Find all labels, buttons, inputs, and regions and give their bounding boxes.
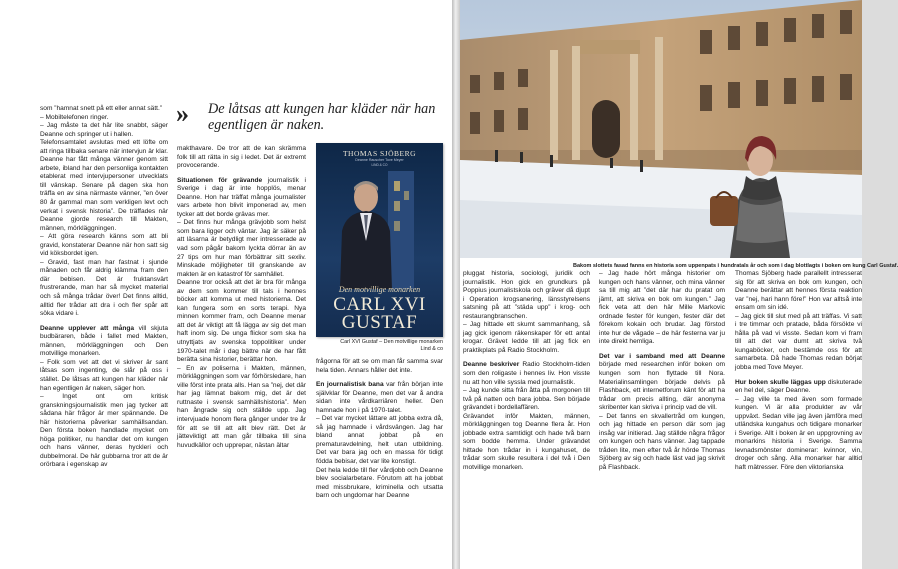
- paragraph: Deanne tror också att det är bra för många av dem som kommer till tals i hennes böcker att komma ut med historierna. Det kan fungera som en sorts terapi. Nya minnen kommer fram, och Deanne menar att det är viktigt att få lägga av sig det man haft inom sig. De unga flickor som ska ha utnyttjats av svenska toppolitiker under 1970-talet mår i dag bättre när de har fått berätta sina historier, berättar hon.: [177, 279, 306, 364]
- paragraph: – Gravid, fast man har fastnat i sjunde månaden och får aldrig klämma fram den där bebisen. Det är fruktansvärt frustrerande, man har så mycket material och så många trådar över! Det finns alltid, alltid fler trådar att dra i och fler spår att söka vidare i.: [40, 258, 168, 318]
- book-credit: Deanne Rauscher Tove Meyer: [355, 158, 404, 162]
- paragraph-text: diskuterade en hel del, säger Deanne.: [735, 378, 862, 395]
- article-column-2: [177, 145, 306, 537]
- paragraph-text: Radio Stockholm-tiden som den roligaste i hennes liv. Hon visste nu att hon ville syssla med journalistik.: [463, 361, 590, 386]
- paragraph: – Jag ville ta med även som formade kungen. Vi är alla produkter av vår uppväxt. Sedan ville jag även jämföra med utländska kungahus och tidigare monarker i Sverige. Allt i boken är en uppgrovning av monarkins historia i Sverige. Samma levnadsmönster dominerar: kvinnor, vin, droger och sång. Alla monarker har alltid haft mätresser. Före den viktorianska: [735, 395, 862, 472]
- book-publisher: LIND & CO: [371, 163, 388, 167]
- pull-quote: De låtsas att kungen har kläder när han egentligen är naken.: [208, 101, 436, 133]
- paragraph: [316, 381, 443, 415]
- book-title-line-2: GUSTAF: [341, 312, 418, 333]
- page-gutter: [452, 0, 460, 569]
- paragraph: Telefonsamtalet avslutas med ett löfte om att ringa tillbaka senare när intervjun är klar. Deanne har fått många vänner genom sitt arbete, ibland har den personliga kontakten etablerat med intervjupersoner utvecklats till vänskap. Senare på dagen ska hon träffa en av sina närmaste vänner, ”en över 80 år gammal man som verkligen levt och verkat i svensk historia”. De träffades när Deanne gjorde research till Makten, männen, mörkläggningen.: [40, 139, 168, 232]
- paragraph-lead-in: En journalistisk bana: [316, 381, 384, 389]
- paragraph: – En av poliserna i Makten, männen, mörkläggningen som var förhörsledare, han ville först inte prata alls. Han sa ”nej, det där har jag lämnat bakom mig, det är det ruttnaste i svensk samhällshistoria”. Men han ångrade sig och ställde upp. Jag intervjuade honom flera gånger under tre år för att se till att allt blev rätt. Det är jätteviktigt att man går tillbaka till sina huvudkällor och upprepar, nästan ältar: [177, 364, 306, 449]
- book-caption-title: Carl XVI Gustaf – Den motvillige monarken: [340, 339, 443, 345]
- paragraph: – Jag hade hört många historier om kungen och hans vänner, och mina vänner sa till mig att ”det där har du pratat om jämt, att skriva en bok om kungen.” Jag fick veta att den här Mille Markovic ordnade fester för kungen, fester där det förekom kokain och brudar. Jag förstod inte hur de vågade – de här festerna var ju inte direkt hemliga.: [599, 270, 725, 346]
- quote-mark-icon: »: [176, 99, 186, 128]
- paragraph: Thomas Sjöberg hade parallellt intresserat sig för att skriva en bok om kungen, och Deanne berättar att hennes första reaktion var ”nej, hari hann före!” Hon var alltså inte ensam om sin idé.: [735, 270, 862, 312]
- paragraph: som ”hamnat snett på ett eller annat sätt.”: [40, 105, 163, 112]
- article-column-5: [599, 270, 725, 538]
- article-column-1: [40, 105, 168, 535]
- paragraph: Det hela ledde till fler vårdjobb och Deanne blev socialarbetare. Förutom att ha jobbat med missbrukare, kriminella och utsatta barn och ungdomar har Deanne: [316, 466, 443, 500]
- paragraph-text: började med researchen inför boken om kungen som hon flyttade till Nora. Materialinsamlingen började delvis på Flashback, ett internetforum känt för att ha trådar om precis allting, där anonyma skribenter kan skriva i princip vad de vill.: [599, 361, 725, 412]
- paragraph: – Mobiltelefonen ringer.: [40, 113, 109, 121]
- paragraph: [40, 325, 168, 359]
- paragraph-lead-in: Hur boken skulle läggas upp: [735, 378, 826, 386]
- paragraph-text: journalistik i Sverige i dag är inte hopplös, menar Deanne. Hon har träffat många journalister vars arbete hon blivit imponerad av, men tycker att det borde grävas mer.: [177, 176, 307, 218]
- paragraph: – Jag gick till slut med på att träffas. Vi satt i tre timmar och pratade, båda försökte vi hålla på vad vi visste. Sedan kom vi fram till att det var dumt att skriva två kungaböcker, och bestämde oss för att samarbeta. Då hade Thomas redan börjat jobba med Tove Meyer.: [735, 312, 862, 372]
- book-cover-image: [316, 143, 443, 337]
- article-column-4: [463, 270, 590, 538]
- article-column-3: [316, 358, 443, 538]
- paragraph-lead-in: Deanne beskriver: [463, 361, 520, 369]
- paragraph: [177, 177, 306, 220]
- photo-caption: Bakom slottets fasad fanns en historia som uppenpats i hundratals år och som i dag blottlagts i boken om kung Carl Gustaf.: [573, 263, 898, 269]
- book-caption-publisher: Lind & co: [420, 346, 443, 352]
- book-tagline: Den motvillige monarken: [338, 285, 421, 294]
- paragraph: – Att göra research känns som att bli gravid, konstaterar Deanne när hon satt sig vid köksbordet igen.: [40, 233, 168, 258]
- king-portrait-figure: [334, 171, 414, 289]
- paragraph: [735, 379, 862, 396]
- paragraph: [463, 361, 590, 387]
- paragraph: Grävandet inför Makten, männen, mörkläggningen tog Deanne flera år. Hon jobbade extra samtidigt och hade två barn som bodde hemma. Under grävandet hittade hon trådar in i kungahuset, de trådar som skulle resultera i del två i Den motvillige monarken.: [463, 412, 590, 472]
- paragraph: – Inget ont om kritisk granskningsjournalistik men jag tycker att sådana här frågor är mer spännande. De här historierna påverkar samhällsandan. Den första boken handlade mycket om höga politiker, nu handlar det om kungen och hans vänner, deras hyckleri och dubbelmoral. De här gubbarna tror att de är orörbara i egenskap av: [40, 393, 168, 469]
- paragraph: makthavare. De tror att de kan skrämma folk till att rätta in sig i ledet. Det är extremt provocerande.: [177, 145, 306, 170]
- paragraph: – Det fanns en skvallertråd om kungen, och jag hittade en person där som jag insåg var initierad. Jag ställde några frågor om kungen och hans vänner. Jag tappade tråden lite, men efter två år hörde Thomas Sjöberg av sig och hade läst vad jag skrivit på Flashback.: [599, 412, 725, 472]
- paragraph: pluggat historia, sociologi, juridik och journalistik. Hon gick en grundkurs på Poppius journalistskola och gräver då djupt i Operation krogsanering, länsstyrelsens satsning på att ”städa upp” i krog- och restaurangbranschen.: [463, 270, 590, 320]
- book-caption: [316, 339, 443, 353]
- paragraph: – Folk som vet att det vi skriver är sant låtsas som ingenting, de slår på oss i stället. De låtsas att kungen har kläder när han egentligen är naken, säger hon.: [40, 358, 168, 392]
- paragraph-lead-in: Situationen för grävande: [177, 176, 263, 184]
- paragraph: – Det var mycket lättare att jobba extra då, så jag hamnade i vårdsvängen. Jag har bland annat jobbat på en prematuravdelning, helt utan utbildning. Det var bara jag och en massa för tidigt födda bebisar, det var lite konstigt.: [316, 415, 443, 466]
- paragraph: frågorna för att se om man får samma svar hela tiden. Annars håller det inte.: [316, 358, 443, 374]
- book-author: THOMAS SJÖBERG: [342, 149, 417, 158]
- paragraph: [599, 353, 725, 413]
- paragraph-lead-in: Det var i samband med att Deanne: [599, 352, 725, 360]
- palace-photo: [460, 0, 862, 258]
- paragraph: – Jag kunde sitta från åtta på morgonen till två på natten och bara jobba. Sen började grävandet i bordellaffären.: [463, 387, 590, 412]
- paragraph-text: vill skjuta budbäraren, både i fallet med Makten, männen, mörkläggningen och Den motvillige monarken.: [40, 324, 168, 358]
- book-title-line-1: CARL XVI: [333, 294, 426, 315]
- paragraph: – Jag måste ta det här lite snabbt, säger Deanne och springer ut i hallen.: [40, 122, 168, 138]
- article-column-6: [735, 270, 862, 538]
- paragraph: – Jag hittade ett skumt sammanhang, så jag gick igenom räkenskaper för ett antal krogar. Grävet ledde till att jag fick en praktikplats på Radio Stockholm.: [463, 321, 590, 354]
- paragraph-lead-in: Deanne upplever att många: [40, 324, 135, 332]
- paragraph: – Det finns hur många grävjobb som helst som bara ligger och väntar. Jag är säker på att läsarna är betydligt mer intresserade av vad som pågår bakom lyckta dörrar än av 27 tips om hur man förbättrar sitt sexliv. Minskade möjligheter till granskande av makten är en katastrof för samhället.: [177, 219, 306, 278]
- paragraph-text: var från början inte självklar för Deanne, men det var å andra sidan inte vårdkarriären heller. Den hamnade hon i på 1970-talet.: [316, 381, 443, 414]
